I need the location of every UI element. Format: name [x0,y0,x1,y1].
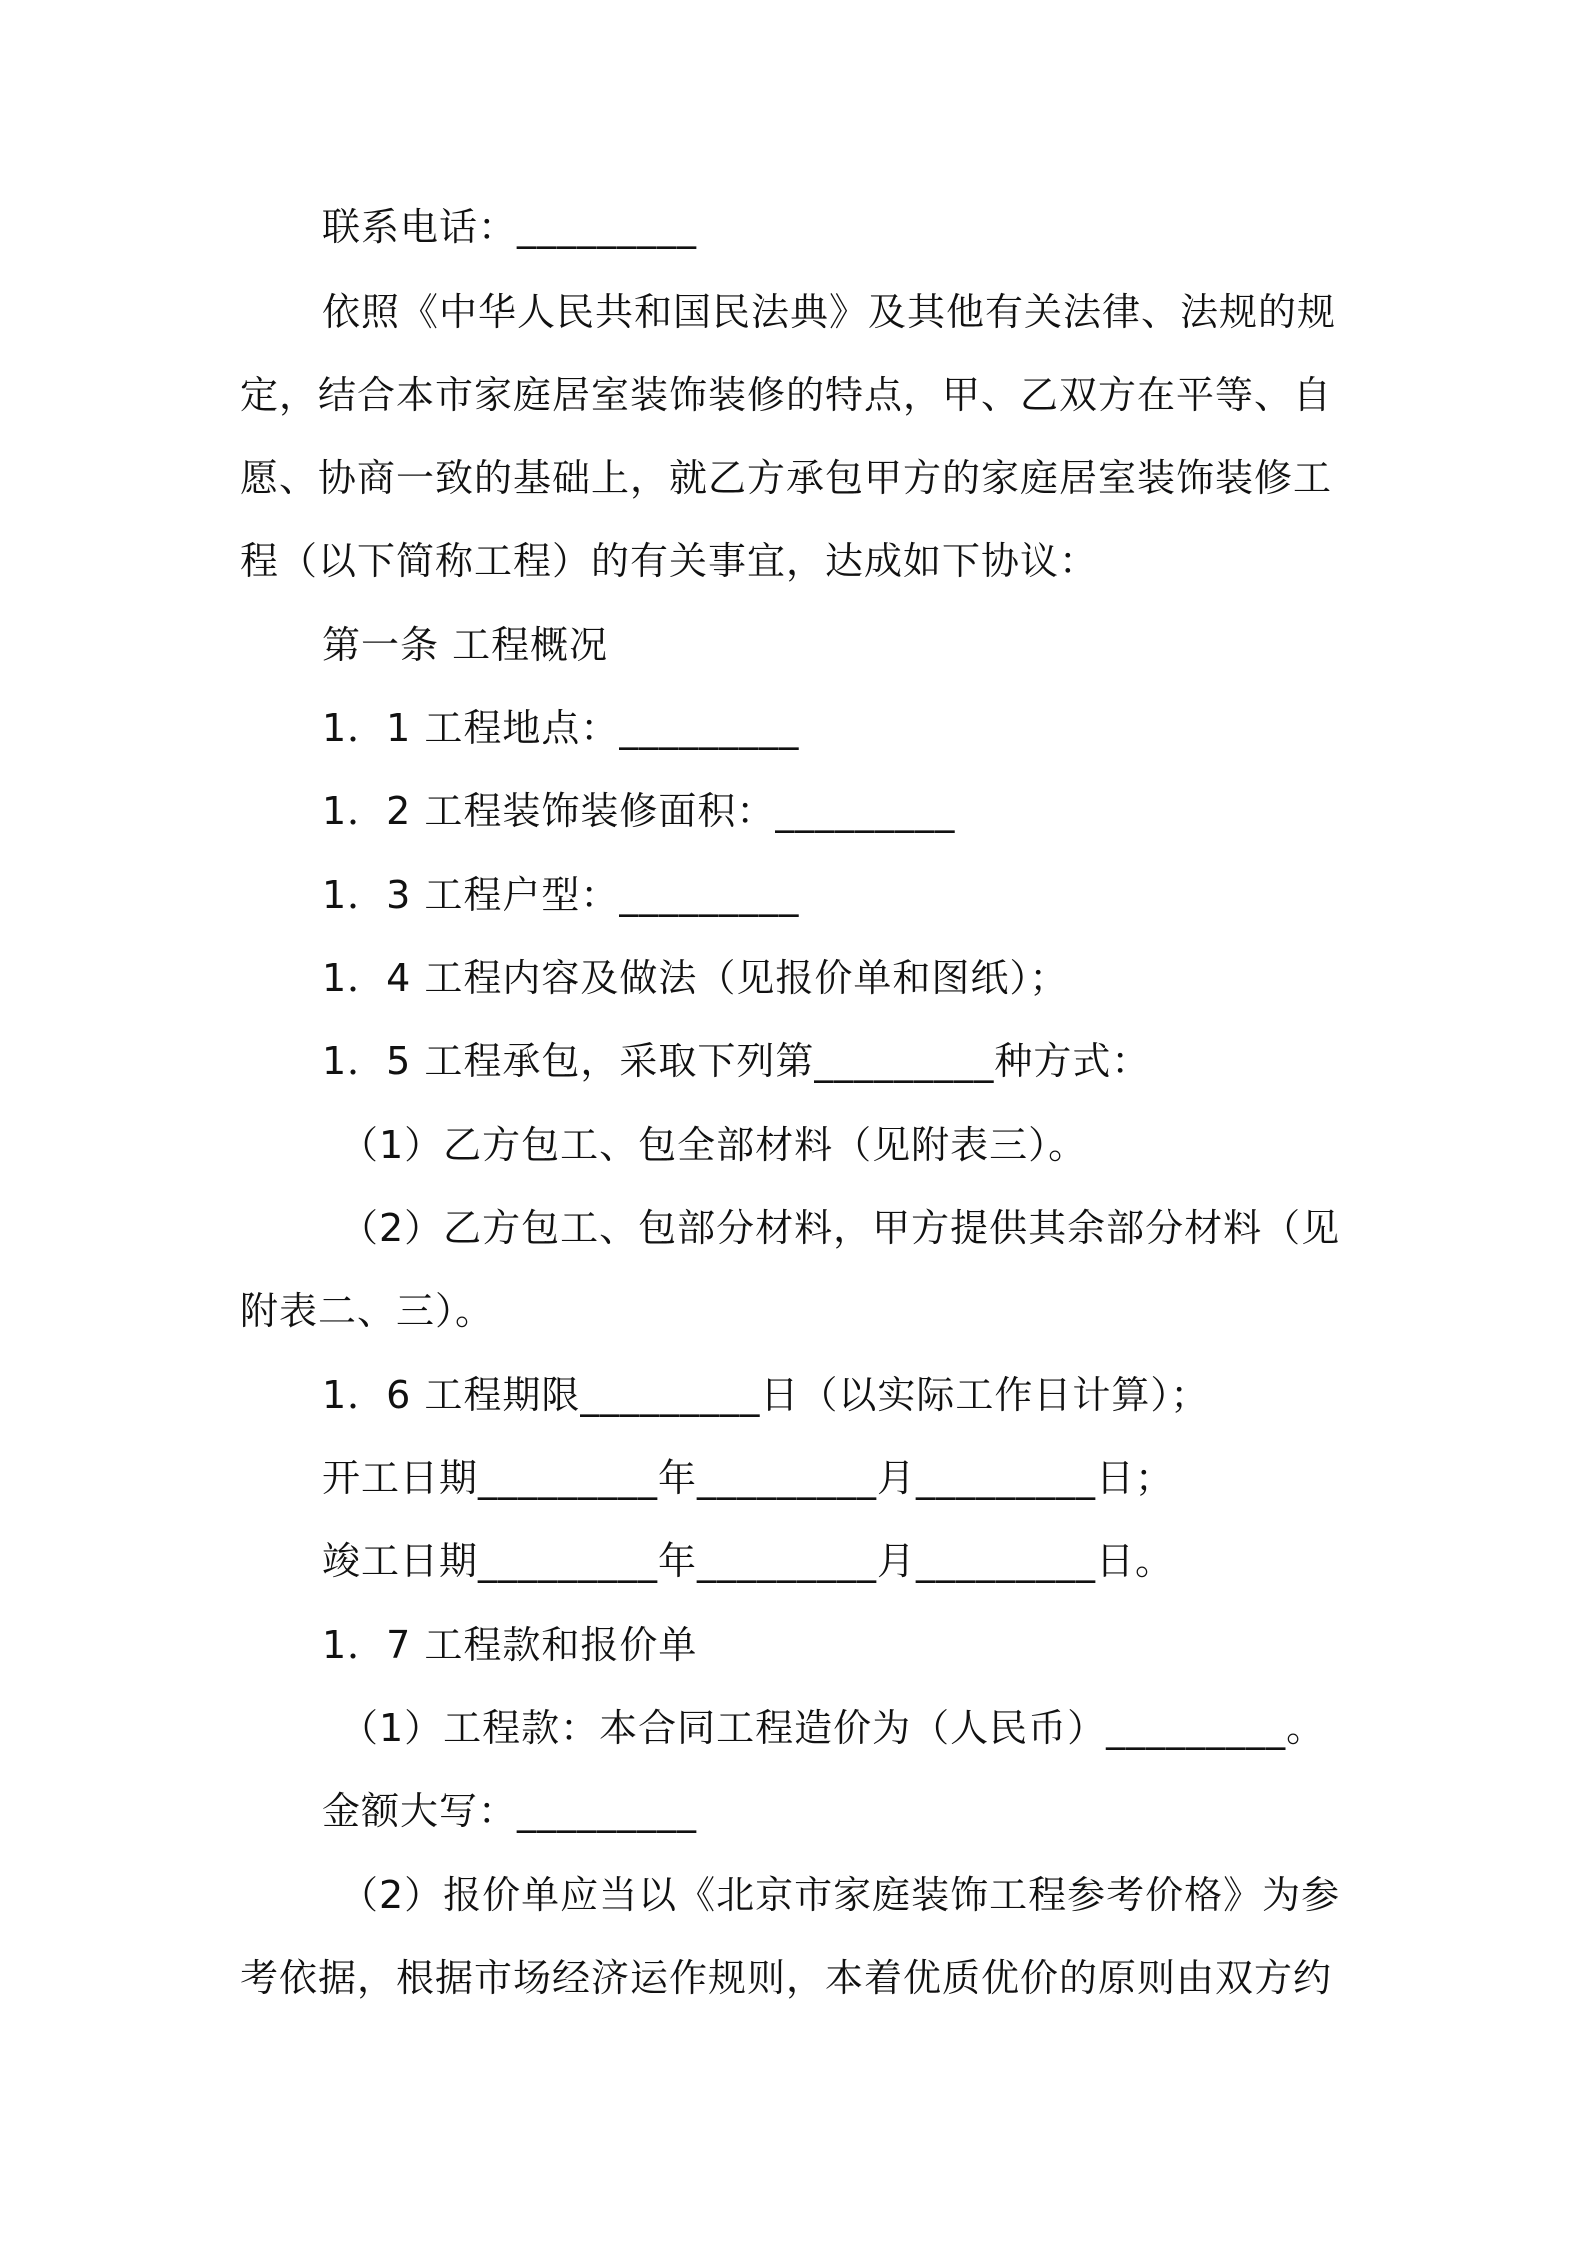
option-line: （1）工程款：本合同工程造价为（人民币）_________。 [340,1706,1326,1750]
option-line: （2）乙方包工、包部分材料，甲方提供其余部分材料（见 [340,1206,1341,1250]
start-date-line: 开工日期_________年_________月_________日； [322,1456,1175,1500]
paragraph-line: 程（以下简称工程）的有关事宜，达成如下协议： [240,539,1099,583]
option-line: （2）报价单应当以《北京市家庭装饰工程参考价格》为参 [340,1873,1341,1917]
option-line: （1）乙方包工、包全部材料（见附表三）。 [340,1123,1088,1167]
paragraph-line: 依照《中华人民共和国民法典》及其他有关法律、法规的规 [322,290,1337,334]
article-heading: 第一条 工程概况 [322,623,609,667]
contact-phone-line: 联系电话：_________ [322,205,698,249]
paragraph-line: 定，结合本市家庭居室装饰装修的特点，甲、乙双方在平等、自 [240,373,1333,417]
clause-line: 1．4 工程内容及做法（见报价单和图纸）； [322,956,1069,1000]
clause-line: 1．1 工程地点：_________ [322,706,800,750]
clause-line: 1．6 工程期限_________日（以实际工作日计算）； [322,1373,1210,1417]
option-line-continued: 附表二、三）。 [240,1289,495,1333]
clause-line: 1．7 工程款和报价单 [322,1623,698,1667]
clause-line: 1．3 工程户型：_________ [322,873,800,917]
completion-date-line: 竣工日期_________年_________月_________日。 [322,1539,1175,1583]
amount-words-line: 金额大写：_________ [322,1789,698,1833]
clause-line: 1．5 工程承包，采取下列第_________种方式： [322,1039,1151,1083]
clause-line: 1．2 工程装饰装修面积：_________ [322,789,956,833]
paragraph-line: 考依据，根据市场经济运作规则，本着优质优价的原则由双方约 [240,1956,1333,2000]
paragraph-line: 愿、协商一致的基础上，就乙方承包甲方的家庭居室装饰装修工 [240,456,1333,500]
